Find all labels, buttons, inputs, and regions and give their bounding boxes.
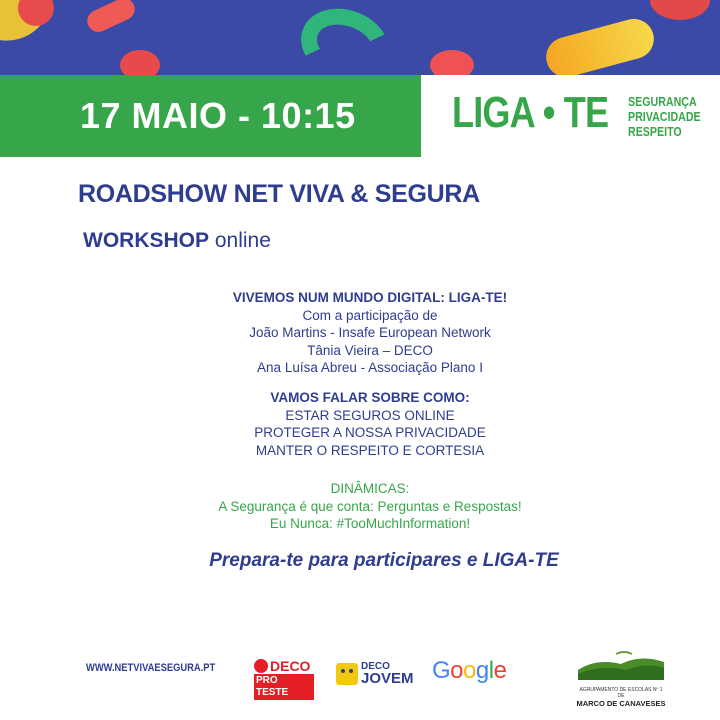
intro-block [0,289,720,377]
deco-badge-icon [254,659,268,673]
block-line: PROTEGER A NOSSA PRIVACIDADE [254,425,486,440]
red-blob-shape [84,0,139,36]
event-subtitle [83,229,271,253]
block-line: Eu Nunca: #TooMuchInformation! [269,516,471,531]
block-heading: VAMOS FALAR SOBRE COMO: [270,390,470,405]
red-blob-shape [650,0,710,20]
deco-proteste-logo [254,658,314,698]
google-logo [432,657,506,685]
block-heading: DINÂMICAS: [330,481,410,496]
school-label: AGRUPAMENTO DE ESCOLAS Nº 1 DE [579,687,663,699]
call-to-action: Prepara-te para participares e LIGA-TE [209,550,559,571]
google-letter: l [488,657,494,684]
logo-wordmark: LIGA • TE [452,88,609,137]
red-blob-shape [430,50,474,75]
tagline-line: RESPEITO [628,124,682,139]
deco-jovem-bottom: JOVEM [361,670,414,687]
google-letter: g [475,657,489,684]
google-letter: o [463,657,476,684]
block-line: MANTER O RESPEITO E CORTESIA [255,442,485,458]
school-logo [576,650,666,708]
deco-wordmark: DECO [270,658,311,674]
block-line: Com a participação de [302,307,438,323]
green-arc-shape [291,0,400,75]
event-title: ROADSHOW NET VIVA & SEGURA [78,180,480,208]
liga-te-logo [452,88,701,139]
red-blob-shape [120,50,160,75]
date-banner [0,75,421,157]
block-line: Ana Luísa Abreu - Associação Plano I [257,360,483,375]
orange-blob-shape [542,14,659,75]
dynamics-block [0,480,720,533]
decorative-header-band [0,0,720,75]
subtitle-bold: WORKSHOP [83,229,209,252]
deco-jovem-logo [336,661,414,686]
event-date-time: 17 MAIO - 10:15 [80,95,356,136]
block-heading: VIVEMOS NUM MUNDO DIGITAL: LIGA-TE! [232,290,508,305]
block-line: João Martins - Insafe European Network [249,325,491,340]
block-line: A Segurança é que conta: Perguntas e Respostas! [218,498,522,514]
school-name: MARCO DE CANAVESES [576,699,666,708]
logo-tagline [628,94,701,139]
subtitle-rest: online [209,229,271,252]
google-letter: G [432,657,451,684]
hills-logo-icon [576,650,666,682]
smiley-face-icon [336,663,358,685]
proteste-wordmark: PRO TESTE [254,674,314,700]
topics-block [0,389,720,459]
tagline-line: PRIVACIDADE [628,109,701,124]
website-url[interactable]: WWW.NETVIVAESEGURA.PT [86,662,216,674]
deco-jovem-top: DECO [361,661,390,672]
tagline-line: SEGURANÇA [628,94,697,109]
google-letter: o [450,657,464,684]
block-line: Tânia Vieira – DECO [307,342,433,358]
google-letter: e [493,657,507,684]
block-line: ESTAR SEGUROS ONLINE [285,407,455,423]
